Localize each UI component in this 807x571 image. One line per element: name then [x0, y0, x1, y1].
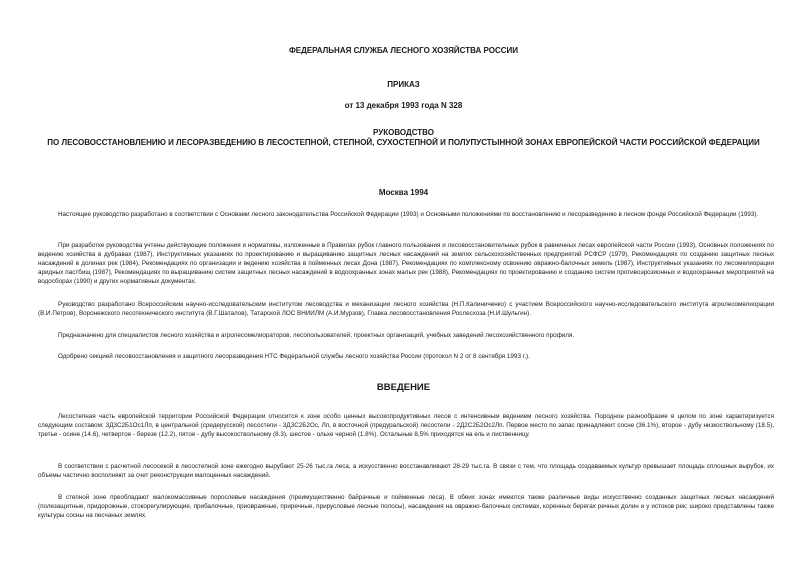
preface-paragraph: Руководство разработано Всероссийским научно-исследовательским институтом лесоводства и механизации лесного хозяйства (Н.П.Калиниченко) с участием Всероссийского научно-исследовательского института агролесомелиорации (В.И.Петров), Воронежского лесотехнического института (В.Г.Шаталов), Татарской ЛОС ВНИИЛМ (А.И.Мурзов), Главка лесовосстановления Рослесхоза (Н.И.Шульгин). [38, 301, 774, 318]
preface-paragraph: Предназначено для специалистов лесного хозяйства и агролесомелиораторов, лесопользователей, проектных организаций, учебных заведений лесохозяйственного профиля. [58, 332, 575, 339]
document-title-line1: РУКОВОДСТВО [373, 128, 434, 137]
preface-paragraph: Настоящее руководство разработано в соответствии с Основами лесного законодательства Российской Федерации (1993) и Основными положениями по восстановлению и лесоразведению в лесном фонде Российской Федерации (1993). [58, 211, 759, 218]
place-year: Москва 1994 [378, 188, 429, 197]
preface-paragraph: При разработке руководства учтены действующие положения и нормативы, изложенные в Правилах рубок главного пользования и лесовосстановительных рубок в равнинных лесах европейской части России (1993), Основных положениях по ведению хозяйства в дубравах (1987), Инструктивных указаниях по проектированию и выращиванию защитных лесных насаждений на землях сельскохозяйственных предприятий РСФСР (1979), Рекомендациях по созданию защитных лесных насаждений в долинах рек (1984), Рекомендациях по организации и ведению хозяйства в пойменных лесах Дона (1987), Рекомендациях по комплексному освоению овражно-балочных земель (1987), Инструктивных указаниях по лесомелиорации аридных пастбищ (1987), Рекомендациях по выращиванию систем защитных лесных насаждений в водоохранных зонах малых рек (1988), Рекомендациях по проектированию и созданию систем противоэрозионных и водоохранных мероприятий на водосборах (1990) и других нормативных документах. [38, 242, 774, 286]
agency-name: ФЕДЕРАЛЬНАЯ СЛУЖБА ЛЕСНОГО ХОЗЯЙСТВА РОССИИ [288, 46, 519, 55]
introduction-paragraph: В степной зоне преобладают малокомассивные порослевые насаждения (преимущественно байрачные и пойменные леса). В обеих зонах имеются также различные виды искусственно созданных защитных лесных насаждений (полезащитные, придорожные, стокорегулирующие, прибалочные, приовражные, приречные, прирусловые лесные полосы), насаждения на овражно-балочных системах, коренных берегах речных долин и у истоков рек; широко представлены также культуры сосны на песчаных землях. [38, 494, 774, 520]
introduction-paragraph: В соответствии с расчетной лесосекой в лесостепной зоне ежегодно вырубают 25-26 тыс.га леса, а искусственно восстанавливают 28-29 тыс.га. В связи с тем, что площадь создаваемых культур превышает площадь сплошных вырубок, их объемы частично восполняют за счет реконструкции малоценных насаждений. [38, 463, 774, 480]
preface-paragraph: Одобрено секцией лесовосстановления и защитного лесоразведения НТС Федеральной службы лесного хозяйства России (протокол N 2 от 8 сентября 1993 г.). [58, 353, 530, 360]
document-title-line2: ПО ЛЕСОВОССТАНОВЛЕНИЮ И ЛЕСОРАЗВЕДЕНИЮ В ЛЕСОСТЕПНОЙ, СТЕПНОЙ, СУХОСТЕПНОЙ И ПОЛУПУСТЫННОЙ ЗОНАХ ЕВРОПЕЙСКОЙ ЧАСТИ РОССИЙСКОЙ ФЕДЕРАЦИИ [47, 138, 760, 147]
document-type: ПРИКАЗ [387, 80, 420, 89]
introduction-heading: ВВЕДЕНИЕ [376, 382, 431, 393]
introduction-paragraph: Лесостепная часть европейской территории Российской Федерации относится к зоне особо ценных высокопродуктивных лесов с интенсивным ведением лесного хозяйства. Породное разнообразие в целом по зоне характеризуется следующим составом: 3Д3С2Б1Ос1Лп, в центральной (средерусской) лесостепи - 3Д3С2Б2Ос, Лп, в восточной (предуральской) лесостепи - 2Д2С2Б2Ос2Лп. Первое место по запас принадлежит сосне (36.1%), второе - дубу низкоствольному (18.5), третье - осине (14.6), четвертое - березе (12.2), пятое - дубу высокоствольному (8.3), шестое - ольхе черной (1.8%). Остальные 8,5% приходятся на ель и лиственницу. [38, 413, 774, 439]
document-date: от 13 декабря 1993 года N 328 [344, 101, 463, 110]
